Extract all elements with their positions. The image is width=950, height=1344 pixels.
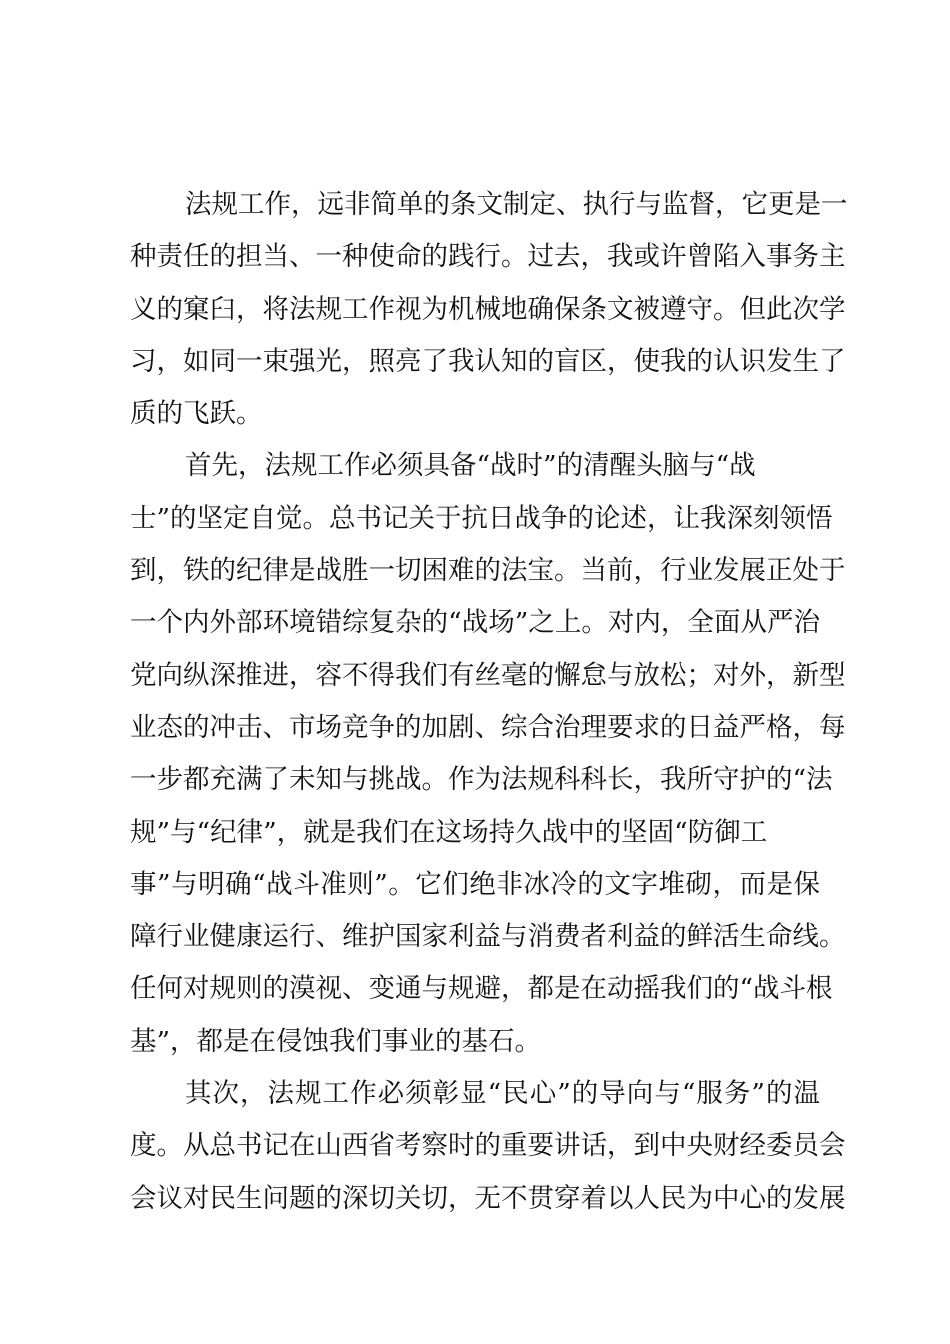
paragraph — [130, 440, 846, 1068]
text-line: 障行业健康运行、维护国家利益与消费者利益的鲜活生命线。 — [130, 921, 846, 953]
text-line: 规”与“纪律”，就是我们在这场持久战中的坚固“防御工 — [130, 816, 768, 848]
text-line: 义的窠臼，将法规工作视为机械地确保条文被遵守。但此次学 — [130, 293, 846, 325]
document-page — [130, 179, 848, 1225]
text-line: 事”与明确“战斗准则”。它们绝非冰冷的文字堆砌，而是保 — [130, 868, 820, 900]
text-line: 党向纵深推进，容不得我们有丝毫的懈怠与放松；对外，新型 — [130, 659, 846, 691]
text-line: 一步都充满了未知与挑战。作为法规科科长，我所守护的“法 — [130, 764, 833, 796]
text-line: 法规工作，远非简单的条文制定、执行与监督，它更是一 — [185, 189, 848, 220]
text-line: 任何对规则的漠视、变通与规避，都是在动摇我们的“战斗根 — [130, 973, 833, 1005]
text-line: 其次，法规工作必须彰显“民心”的导向与“服务”的温 — [185, 1078, 820, 1110]
text-line: 基”，都是在侵蚀我们事业的基石。 — [130, 1025, 542, 1057]
text-line: 士”的坚定自觉。总书记关于抗日战争的论述，让我深刻领悟 — [130, 502, 833, 534]
text-line: 到，铁的纪律是战胜一切困难的法宝。当前，行业发展正处于 — [130, 555, 846, 587]
text-line: 首先，法规工作必须具备“战时”的清醒头脑与“战 — [185, 450, 756, 482]
text-line: 种责任的担当、一种使命的践行。过去，我或许曾陷入事务主 — [130, 241, 846, 273]
text-line: 习，如同一束强光，照亮了我认知的盲区，使我的认识发生了 — [130, 345, 846, 377]
text-line: 业态的冲击、市场竞争的加剧、综合治理要求的日益严格，每 — [130, 711, 846, 743]
text-line: 会议对民生问题的深切关切，无不贯穿着以人民为中心的发展 — [130, 1182, 846, 1214]
text-line: 度。从总书记在山西省考察时的重要讲话，到中央财经委员会 — [130, 1130, 846, 1162]
text-line: 质的飞跃。 — [130, 398, 263, 430]
paragraph — [130, 179, 848, 440]
paragraph — [130, 1068, 846, 1225]
text-line: 一个内外部环境错综复杂的“战场”之上。对内，全面从严治 — [130, 607, 820, 639]
